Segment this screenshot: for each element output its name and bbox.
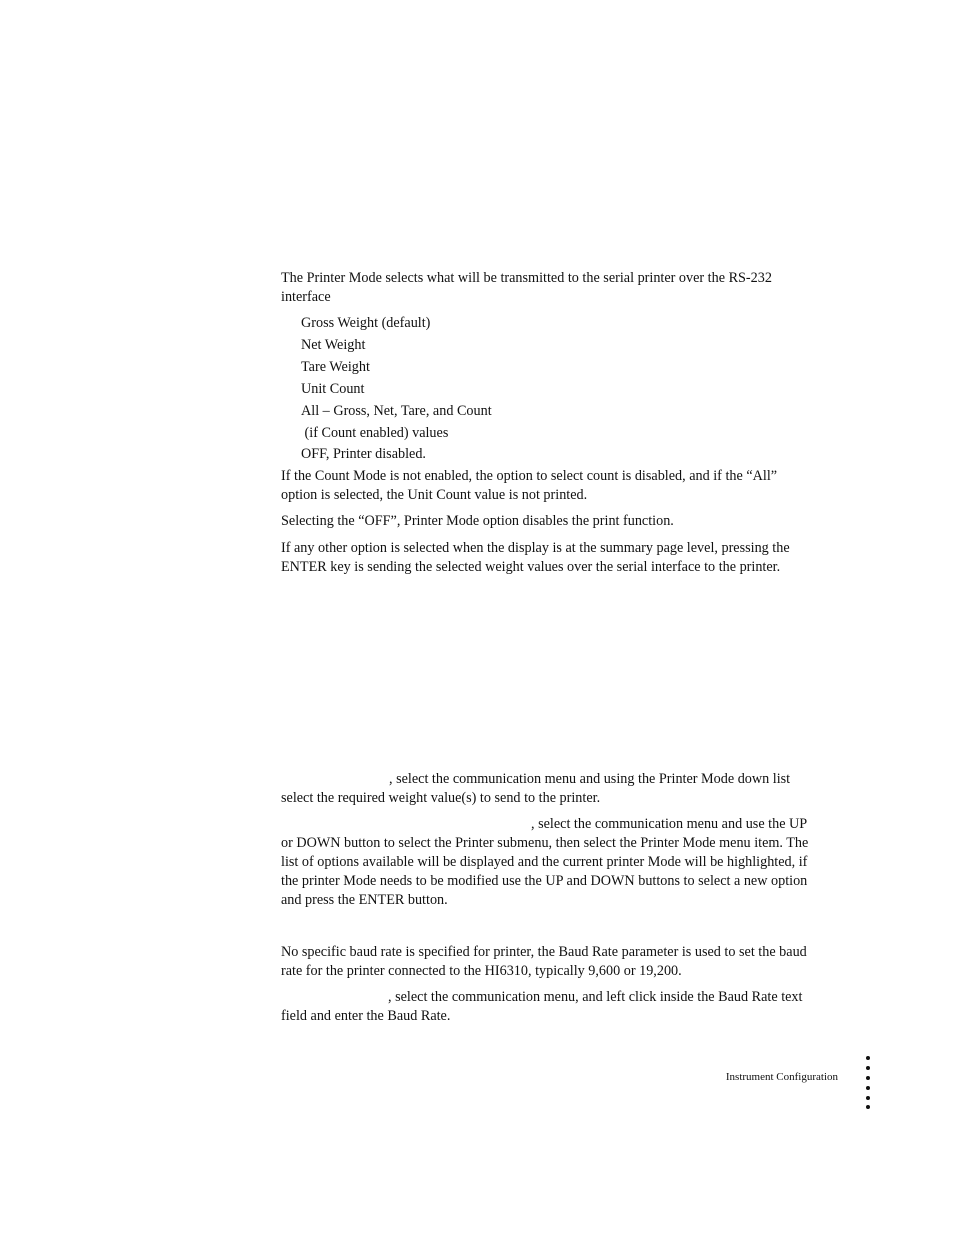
list-item: (if Count enabled) values xyxy=(301,425,449,441)
footer-dot-ornament xyxy=(864,1054,872,1110)
list-item: Unit Count xyxy=(301,381,365,397)
list-item: All – Gross, Net, Tare, and Count xyxy=(301,403,492,419)
printer-mode-intro: The Printer Mode selects what will be transmitted to the serial printer over the RS-232 interface xyxy=(281,270,772,305)
baud-rate-web-step xyxy=(281,988,816,1026)
enter-key-note: If any other option is selected when the display is at the summary page level, pressing the ENTER key is sending the selected weight values over the serial interface to the printer. xyxy=(281,540,790,575)
baud-rate-web-step-text: , select the communication menu, and left click inside the Baud Rate text field and enter the Baud Rate. xyxy=(281,989,803,1024)
list-item: Gross Weight (default) xyxy=(301,315,431,331)
baud-rate-description: No specific baud rate is specified for printer, the Baud Rate parameter is used to set the baud rate for the printer connected to the HI6310, typically 9,600 or 19,200. xyxy=(281,944,807,979)
count-mode-note: If the Count Mode is not enabled, the option to select count is disabled, and if the “All” option is selected, the Unit Count value is not printed. xyxy=(281,468,778,503)
printer-mode-front-panel-step xyxy=(281,815,814,910)
off-option-note: Selecting the “OFF”, Printer Mode option disables the print function. xyxy=(281,513,674,529)
list-item: Net Weight xyxy=(301,337,366,353)
list-item: Tare Weight xyxy=(301,359,370,375)
printer-mode-web-step xyxy=(281,770,816,808)
footer-section-label: Instrument Configuration xyxy=(725,1071,838,1083)
list-item: OFF, Printer disabled. xyxy=(301,446,426,462)
printer-mode-front-panel-step-text: , select the communication menu and use the UP or DOWN button to select the Printer submenu, then select the Printer Mode menu item. The list of options available will be displayed and the current printer Mode will be highlighted, if the printer Mode needs to be modified use the UP and DOWN buttons to select a new option and press the ENTER button. xyxy=(281,816,809,908)
printer-mode-web-step-text: , select the communication menu and using the Printer Mode down list select the required weight value(s) to send to the printer. xyxy=(281,771,791,806)
